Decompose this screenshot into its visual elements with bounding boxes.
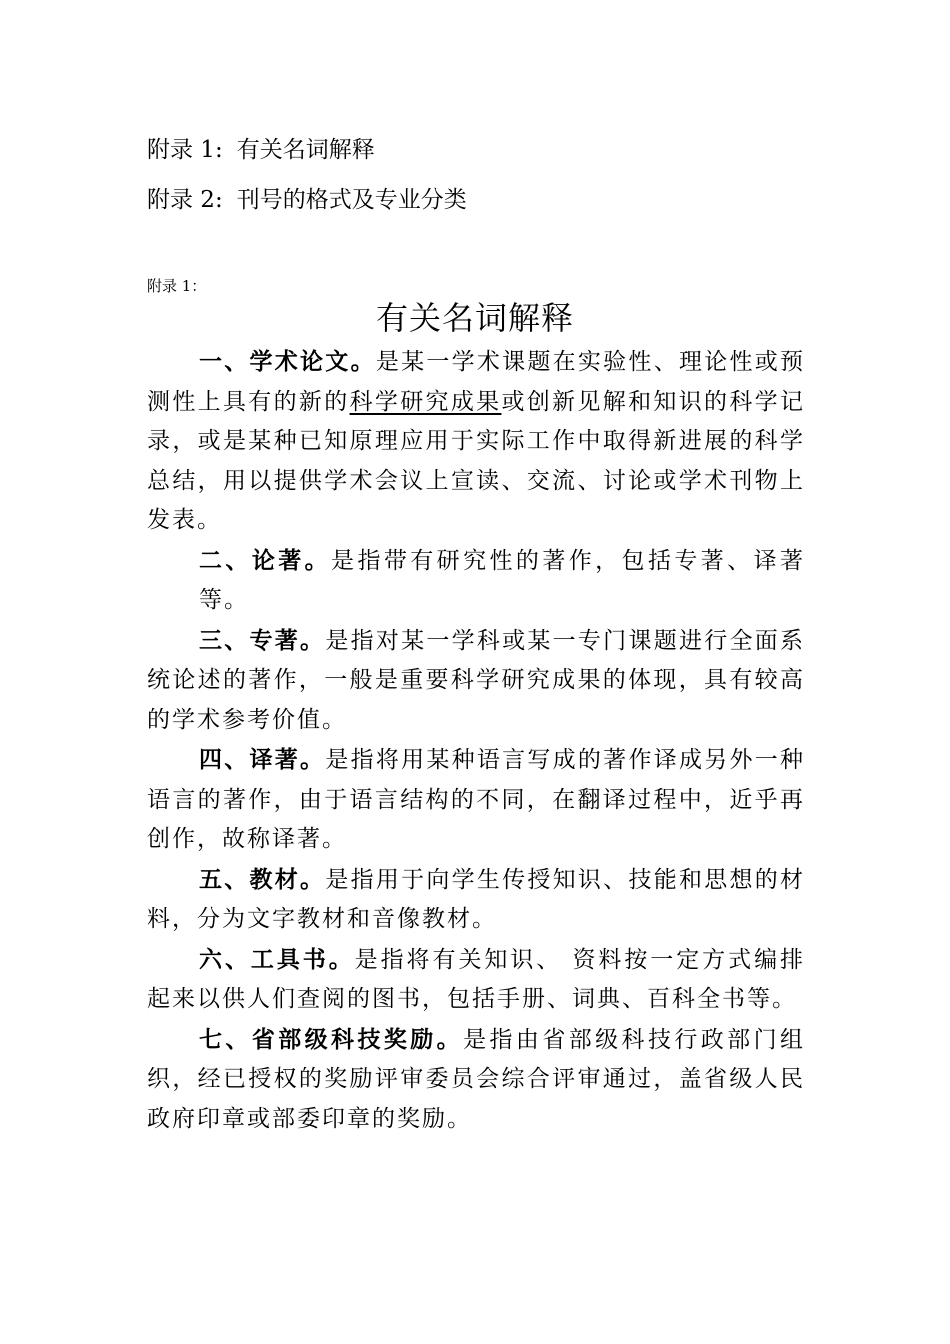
definition-text: 是指带有研究性的著作，包括专著、译著等。	[199, 547, 806, 613]
definition-term: 四、译著。	[199, 746, 326, 773]
toc-entry-appendix-2	[147, 185, 467, 215]
appendix-label: 附录 1：	[147, 277, 207, 295]
definition-term: 一、学术论文。	[199, 348, 376, 375]
underlined-phrase: 科学研究成果	[349, 388, 502, 415]
toc-label: 附录 2:	[147, 187, 223, 213]
definition-term: 六、工具书。	[199, 945, 355, 973]
definition-paragraph	[147, 1020, 805, 1140]
definition-text: 或创新见解和知识的科学记录，或是某种已知原理应用于实际工作中取得新进展的科学总结，用以提供学术会议上宣读、交流、讨论或学术刊物上发表。	[147, 388, 806, 533]
definition-text: 是指用于向学生传授知识、技能和思想的材料，分为文字教材和音像教材。	[147, 866, 806, 932]
definition-paragraph	[147, 740, 805, 860]
definition-text: 是指将用某种语言写成的著作译成另外一种语言的著作，由于语言结构的不同，在翻译过程中，近乎再创作，故称译著。	[147, 747, 806, 852]
page-title: 有关名词解释	[375, 299, 574, 337]
definition-term: 七、省部级科技奖励。	[199, 1025, 464, 1053]
toc-label: 附录 1:	[147, 137, 223, 163]
definition-term: 二、论著。	[199, 546, 332, 574]
definition-paragraph	[147, 342, 805, 541]
definition-paragraph	[147, 541, 805, 621]
toc-entry-appendix-1	[147, 135, 375, 165]
definition-paragraph	[147, 621, 805, 741]
toc-text: 刊号的格式及专业分类	[236, 187, 467, 213]
definitions-section	[147, 342, 805, 1139]
toc-text: 有关名词解释	[236, 137, 375, 163]
definition-text: 是指将有关知识、 资料按一定方式编排起来以供人们查阅的图书，包括手册、词典、百科全书等。	[147, 946, 806, 1012]
definition-text: 是指由省部级科技行政部门组织，经已授权的奖励评审委员会综合评审通过，盖省级人民政府印章或部委印章的奖励。	[147, 1026, 806, 1132]
definition-term: 三、专著。	[199, 626, 326, 654]
definition-text: 是某一学术课题在实验性、理论性或预测性上具有的新的	[147, 349, 806, 415]
definition-paragraph	[147, 940, 805, 1020]
definition-paragraph	[147, 860, 805, 940]
definition-term: 五、教材。	[199, 865, 326, 893]
definition-text: 是指对某一学科或某一专门课题进行全面系统论述的著作，一般是重要科学研究成果的体现，具有较高的学术参考价值。	[147, 627, 806, 733]
